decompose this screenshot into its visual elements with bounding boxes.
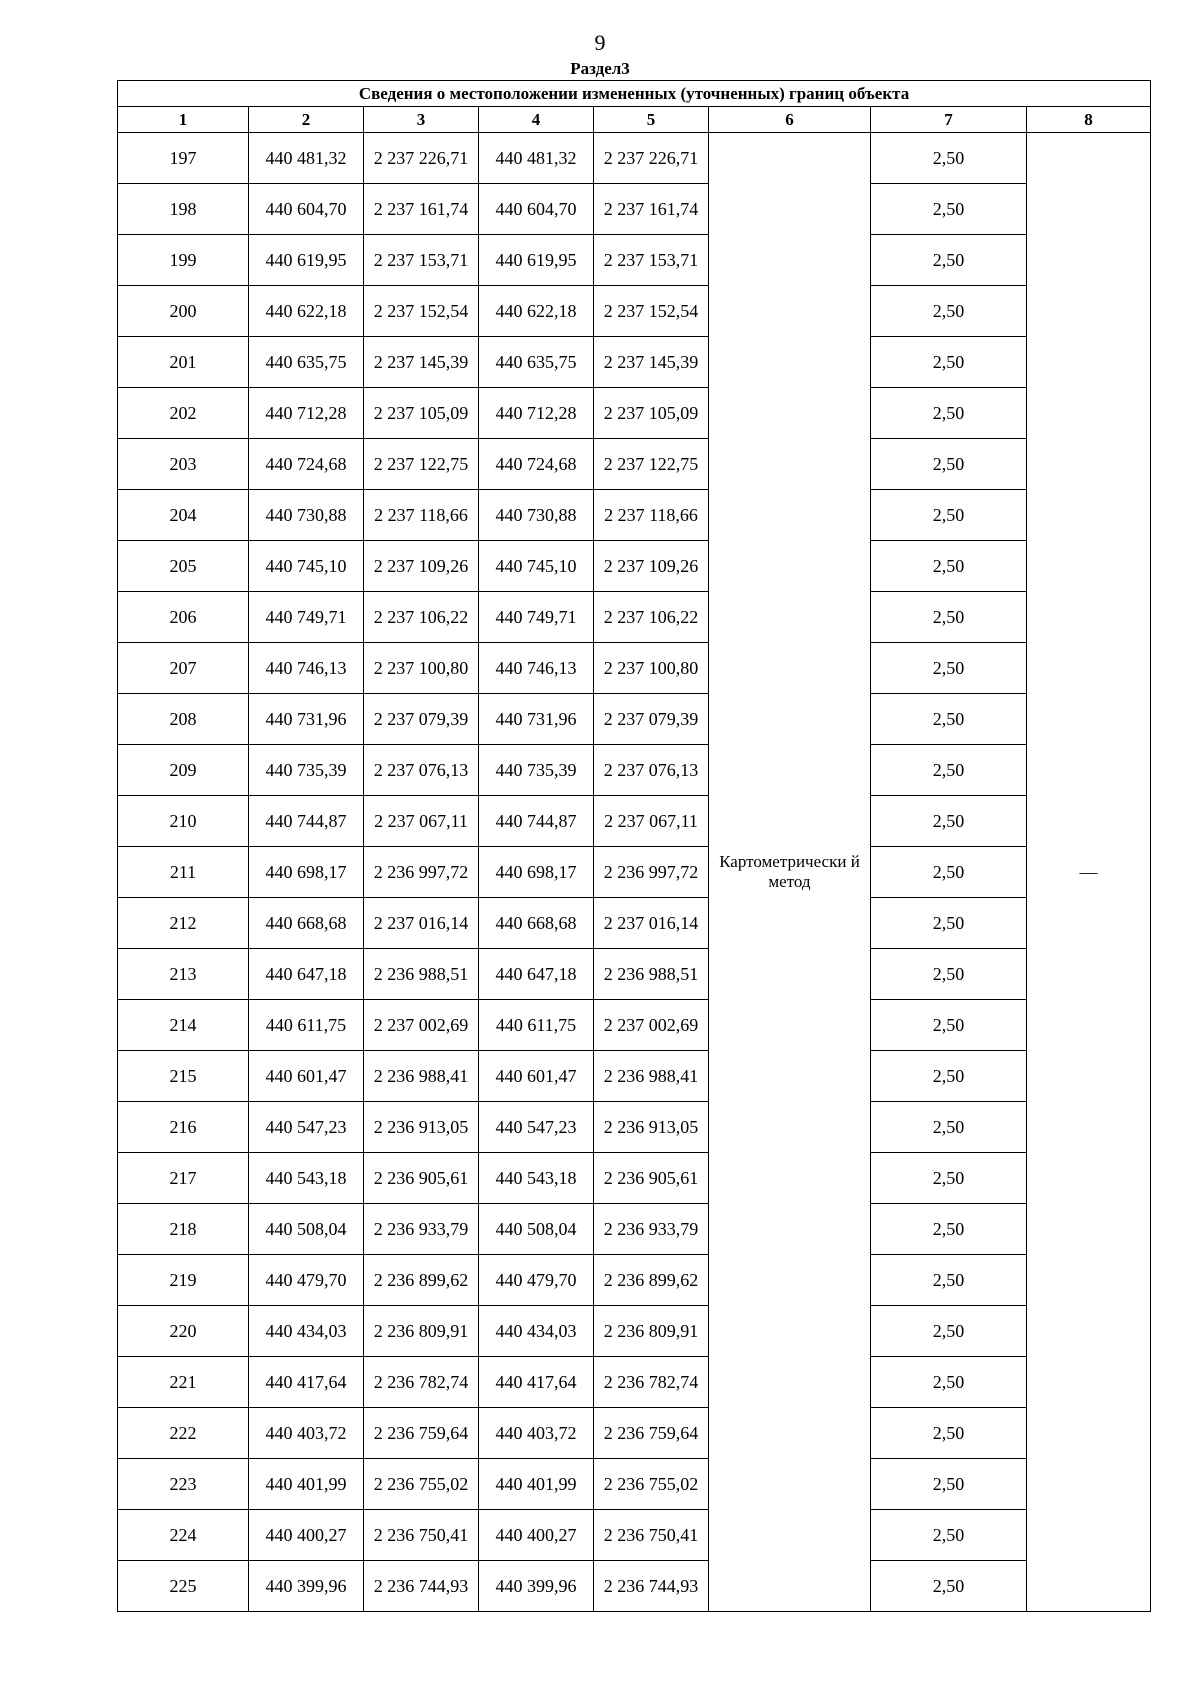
x-coordinate-new-cell: 440 622,18 bbox=[479, 286, 594, 337]
x-coordinate-cell: 440 749,71 bbox=[249, 592, 364, 643]
y-coordinate-cell: 2 237 153,71 bbox=[364, 235, 479, 286]
x-coordinate-cell: 440 601,47 bbox=[249, 1051, 364, 1102]
table-row bbox=[118, 1510, 1151, 1561]
point-number-cell: 213 bbox=[118, 949, 249, 1000]
method-cell: Картометрически й метод bbox=[709, 133, 871, 1612]
point-number-cell: 198 bbox=[118, 184, 249, 235]
precision-cell: 2,50 bbox=[871, 643, 1027, 694]
y-coordinate-cell: 2 236 899,62 bbox=[364, 1255, 479, 1306]
precision-cell: 2,50 bbox=[871, 1306, 1027, 1357]
column-header-row bbox=[118, 107, 1151, 133]
precision-cell: 2,50 bbox=[871, 1510, 1027, 1561]
y-coordinate-cell: 2 236 755,02 bbox=[364, 1459, 479, 1510]
x-coordinate-cell: 440 745,10 bbox=[249, 541, 364, 592]
precision-cell: 2,50 bbox=[871, 439, 1027, 490]
point-number-cell: 202 bbox=[118, 388, 249, 439]
point-number-cell: 223 bbox=[118, 1459, 249, 1510]
x-coordinate-new-cell: 440 698,17 bbox=[479, 847, 594, 898]
precision-cell: 2,50 bbox=[871, 388, 1027, 439]
table-row bbox=[118, 1561, 1151, 1612]
y-coordinate-cell: 2 236 988,41 bbox=[364, 1051, 479, 1102]
precision-cell: 2,50 bbox=[871, 847, 1027, 898]
x-coordinate-cell: 440 479,70 bbox=[249, 1255, 364, 1306]
point-number-cell: 210 bbox=[118, 796, 249, 847]
table-row bbox=[118, 388, 1151, 439]
y-coordinate-cell: 2 237 079,39 bbox=[364, 694, 479, 745]
x-coordinate-new-cell: 440 399,96 bbox=[479, 1561, 594, 1612]
point-number-cell: 224 bbox=[118, 1510, 249, 1561]
point-number-cell: 219 bbox=[118, 1255, 249, 1306]
x-coordinate-cell: 440 481,32 bbox=[249, 133, 364, 184]
x-coordinate-cell: 440 434,03 bbox=[249, 1306, 364, 1357]
x-coordinate-new-cell: 440 400,27 bbox=[479, 1510, 594, 1561]
point-number-cell: 203 bbox=[118, 439, 249, 490]
table-row bbox=[118, 1153, 1151, 1204]
point-number-cell: 208 bbox=[118, 694, 249, 745]
table-row bbox=[118, 694, 1151, 745]
point-number-cell: 222 bbox=[118, 1408, 249, 1459]
x-coordinate-new-cell: 440 543,18 bbox=[479, 1153, 594, 1204]
precision-cell: 2,50 bbox=[871, 1102, 1027, 1153]
y-coordinate-cell: 2 237 067,11 bbox=[364, 796, 479, 847]
y-coordinate-new-cell: 2 237 079,39 bbox=[594, 694, 709, 745]
precision-cell: 2,50 bbox=[871, 949, 1027, 1000]
table-row bbox=[118, 1255, 1151, 1306]
precision-cell: 2,50 bbox=[871, 1357, 1027, 1408]
y-coordinate-cell: 2 237 109,26 bbox=[364, 541, 479, 592]
table-row bbox=[118, 1459, 1151, 1510]
precision-cell: 2,50 bbox=[871, 1204, 1027, 1255]
x-coordinate-new-cell: 440 668,68 bbox=[479, 898, 594, 949]
precision-cell: 2,50 bbox=[871, 694, 1027, 745]
table-row bbox=[118, 1000, 1151, 1051]
x-coordinate-new-cell: 440 403,72 bbox=[479, 1408, 594, 1459]
y-coordinate-new-cell: 2 236 755,02 bbox=[594, 1459, 709, 1510]
x-coordinate-new-cell: 440 735,39 bbox=[479, 745, 594, 796]
x-coordinate-new-cell: 440 712,28 bbox=[479, 388, 594, 439]
y-coordinate-cell: 2 236 782,74 bbox=[364, 1357, 479, 1408]
y-coordinate-new-cell: 2 237 100,80 bbox=[594, 643, 709, 694]
x-coordinate-new-cell: 440 619,95 bbox=[479, 235, 594, 286]
x-coordinate-new-cell: 440 601,47 bbox=[479, 1051, 594, 1102]
y-coordinate-new-cell: 2 236 988,41 bbox=[594, 1051, 709, 1102]
precision-cell: 2,50 bbox=[871, 745, 1027, 796]
section-title: Раздел3 bbox=[570, 59, 630, 78]
x-coordinate-new-cell: 440 724,68 bbox=[479, 439, 594, 490]
y-coordinate-cell: 2 236 809,91 bbox=[364, 1306, 479, 1357]
y-coordinate-new-cell: 2 236 782,74 bbox=[594, 1357, 709, 1408]
y-coordinate-cell: 2 237 016,14 bbox=[364, 898, 479, 949]
x-coordinate-new-cell: 440 479,70 bbox=[479, 1255, 594, 1306]
table-row bbox=[118, 1051, 1151, 1102]
precision-cell: 2,50 bbox=[871, 490, 1027, 541]
point-number-cell: 211 bbox=[118, 847, 249, 898]
x-coordinate-cell: 440 698,17 bbox=[249, 847, 364, 898]
precision-cell: 2,50 bbox=[871, 592, 1027, 643]
table-row bbox=[118, 1204, 1151, 1255]
x-coordinate-cell: 440 731,96 bbox=[249, 694, 364, 745]
table-row bbox=[118, 1408, 1151, 1459]
precision-cell: 2,50 bbox=[871, 1255, 1027, 1306]
table-row bbox=[118, 286, 1151, 337]
precision-cell: 2,50 bbox=[871, 235, 1027, 286]
table-row bbox=[118, 1306, 1151, 1357]
x-coordinate-cell: 440 543,18 bbox=[249, 1153, 364, 1204]
y-coordinate-cell: 2 236 997,72 bbox=[364, 847, 479, 898]
y-coordinate-new-cell: 2 236 933,79 bbox=[594, 1204, 709, 1255]
y-coordinate-cell: 2 236 759,64 bbox=[364, 1408, 479, 1459]
x-coordinate-new-cell: 440 749,71 bbox=[479, 592, 594, 643]
point-number-cell: 217 bbox=[118, 1153, 249, 1204]
x-coordinate-new-cell: 440 744,87 bbox=[479, 796, 594, 847]
point-number-cell: 201 bbox=[118, 337, 249, 388]
description-cell: — bbox=[1027, 133, 1151, 1612]
x-coordinate-cell: 440 611,75 bbox=[249, 1000, 364, 1051]
table-row bbox=[118, 235, 1151, 286]
column-header: 6 bbox=[709, 107, 871, 133]
y-coordinate-new-cell: 2 237 145,39 bbox=[594, 337, 709, 388]
table-title-row bbox=[118, 81, 1151, 107]
precision-cell: 2,50 bbox=[871, 286, 1027, 337]
table-row bbox=[118, 949, 1151, 1000]
y-coordinate-new-cell: 2 237 122,75 bbox=[594, 439, 709, 490]
x-coordinate-cell: 440 403,72 bbox=[249, 1408, 364, 1459]
point-number-cell: 207 bbox=[118, 643, 249, 694]
y-coordinate-cell: 2 237 106,22 bbox=[364, 592, 479, 643]
precision-cell: 2,50 bbox=[871, 1561, 1027, 1612]
x-coordinate-cell: 440 622,18 bbox=[249, 286, 364, 337]
y-coordinate-new-cell: 2 237 152,54 bbox=[594, 286, 709, 337]
table-row bbox=[118, 1357, 1151, 1408]
precision-cell: 2,50 bbox=[871, 898, 1027, 949]
x-coordinate-cell: 440 417,64 bbox=[249, 1357, 364, 1408]
y-coordinate-cell: 2 237 226,71 bbox=[364, 133, 479, 184]
x-coordinate-cell: 440 399,96 bbox=[249, 1561, 364, 1612]
x-coordinate-cell: 440 744,87 bbox=[249, 796, 364, 847]
x-coordinate-cell: 440 730,88 bbox=[249, 490, 364, 541]
precision-cell: 2,50 bbox=[871, 1408, 1027, 1459]
x-coordinate-cell: 440 746,13 bbox=[249, 643, 364, 694]
page-number: 9 bbox=[594, 30, 606, 55]
column-header: 2 bbox=[249, 107, 364, 133]
y-coordinate-new-cell: 2 237 109,26 bbox=[594, 541, 709, 592]
x-coordinate-cell: 440 668,68 bbox=[249, 898, 364, 949]
precision-cell: 2,50 bbox=[871, 184, 1027, 235]
table-row bbox=[118, 133, 1151, 184]
table-row bbox=[118, 898, 1151, 949]
table-row bbox=[118, 490, 1151, 541]
column-header: 1 bbox=[118, 107, 249, 133]
point-number-cell: 209 bbox=[118, 745, 249, 796]
y-coordinate-new-cell: 2 236 744,93 bbox=[594, 1561, 709, 1612]
y-coordinate-new-cell: 2 237 002,69 bbox=[594, 1000, 709, 1051]
precision-cell: 2,50 bbox=[871, 1459, 1027, 1510]
point-number-cell: 197 bbox=[118, 133, 249, 184]
x-coordinate-cell: 440 619,95 bbox=[249, 235, 364, 286]
y-coordinate-cell: 2 236 750,41 bbox=[364, 1510, 479, 1561]
column-header: 8 bbox=[1027, 107, 1151, 133]
point-number-cell: 205 bbox=[118, 541, 249, 592]
x-coordinate-cell: 440 400,27 bbox=[249, 1510, 364, 1561]
y-coordinate-cell: 2 237 002,69 bbox=[364, 1000, 479, 1051]
table-row bbox=[118, 847, 1151, 898]
table-row bbox=[118, 796, 1151, 847]
table-row bbox=[118, 745, 1151, 796]
y-coordinate-cell: 2 236 744,93 bbox=[364, 1561, 479, 1612]
y-coordinate-cell: 2 237 145,39 bbox=[364, 337, 479, 388]
y-coordinate-new-cell: 2 236 750,41 bbox=[594, 1510, 709, 1561]
x-coordinate-cell: 440 735,39 bbox=[249, 745, 364, 796]
point-number-cell: 206 bbox=[118, 592, 249, 643]
column-header: 7 bbox=[871, 107, 1027, 133]
x-coordinate-new-cell: 440 731,96 bbox=[479, 694, 594, 745]
table-row bbox=[118, 541, 1151, 592]
x-coordinate-new-cell: 440 401,99 bbox=[479, 1459, 594, 1510]
point-number-cell: 221 bbox=[118, 1357, 249, 1408]
x-coordinate-cell: 440 635,75 bbox=[249, 337, 364, 388]
y-coordinate-new-cell: 2 237 016,14 bbox=[594, 898, 709, 949]
y-coordinate-new-cell: 2 237 161,74 bbox=[594, 184, 709, 235]
x-coordinate-new-cell: 440 611,75 bbox=[479, 1000, 594, 1051]
x-coordinate-new-cell: 440 604,70 bbox=[479, 184, 594, 235]
y-coordinate-new-cell: 2 237 076,13 bbox=[594, 745, 709, 796]
x-coordinate-new-cell: 440 417,64 bbox=[479, 1357, 594, 1408]
table-row bbox=[118, 643, 1151, 694]
precision-cell: 2,50 bbox=[871, 541, 1027, 592]
y-coordinate-cell: 2 237 076,13 bbox=[364, 745, 479, 796]
y-coordinate-cell: 2 236 988,51 bbox=[364, 949, 479, 1000]
x-coordinate-cell: 440 712,28 bbox=[249, 388, 364, 439]
table-row bbox=[118, 184, 1151, 235]
y-coordinate-new-cell: 2 236 905,61 bbox=[594, 1153, 709, 1204]
point-number-cell: 199 bbox=[118, 235, 249, 286]
table-row bbox=[118, 337, 1151, 388]
x-coordinate-new-cell: 440 508,04 bbox=[479, 1204, 594, 1255]
table-row bbox=[118, 592, 1151, 643]
x-coordinate-cell: 440 647,18 bbox=[249, 949, 364, 1000]
precision-cell: 2,50 bbox=[871, 796, 1027, 847]
y-coordinate-new-cell: 2 236 913,05 bbox=[594, 1102, 709, 1153]
x-coordinate-cell: 440 508,04 bbox=[249, 1204, 364, 1255]
x-coordinate-new-cell: 440 481,32 bbox=[479, 133, 594, 184]
x-coordinate-cell: 440 604,70 bbox=[249, 184, 364, 235]
point-number-cell: 218 bbox=[118, 1204, 249, 1255]
y-coordinate-new-cell: 2 237 226,71 bbox=[594, 133, 709, 184]
y-coordinate-new-cell: 2 236 997,72 bbox=[594, 847, 709, 898]
x-coordinate-new-cell: 440 434,03 bbox=[479, 1306, 594, 1357]
x-coordinate-cell: 440 724,68 bbox=[249, 439, 364, 490]
precision-cell: 2,50 bbox=[871, 133, 1027, 184]
x-coordinate-new-cell: 440 635,75 bbox=[479, 337, 594, 388]
x-coordinate-cell: 440 547,23 bbox=[249, 1102, 364, 1153]
precision-cell: 2,50 bbox=[871, 337, 1027, 388]
table-title: Сведения о местоположении измененных (уточненных) границ объекта bbox=[118, 81, 1151, 107]
y-coordinate-cell: 2 236 905,61 bbox=[364, 1153, 479, 1204]
precision-cell: 2,50 bbox=[871, 1153, 1027, 1204]
column-header: 4 bbox=[479, 107, 594, 133]
point-number-cell: 225 bbox=[118, 1561, 249, 1612]
y-coordinate-cell: 2 237 161,74 bbox=[364, 184, 479, 235]
point-number-cell: 220 bbox=[118, 1306, 249, 1357]
y-coordinate-new-cell: 2 237 067,11 bbox=[594, 796, 709, 847]
y-coordinate-cell: 2 237 100,80 bbox=[364, 643, 479, 694]
precision-cell: 2,50 bbox=[871, 1051, 1027, 1102]
point-number-cell: 200 bbox=[118, 286, 249, 337]
point-number-cell: 204 bbox=[118, 490, 249, 541]
table-row bbox=[118, 439, 1151, 490]
y-coordinate-new-cell: 2 237 106,22 bbox=[594, 592, 709, 643]
column-header: 3 bbox=[364, 107, 479, 133]
point-number-cell: 216 bbox=[118, 1102, 249, 1153]
point-number-cell: 215 bbox=[118, 1051, 249, 1102]
y-coordinate-new-cell: 2 236 899,62 bbox=[594, 1255, 709, 1306]
x-coordinate-new-cell: 440 730,88 bbox=[479, 490, 594, 541]
point-number-cell: 214 bbox=[118, 1000, 249, 1051]
y-coordinate-new-cell: 2 236 988,51 bbox=[594, 949, 709, 1000]
y-coordinate-cell: 2 237 118,66 bbox=[364, 490, 479, 541]
x-coordinate-new-cell: 440 647,18 bbox=[479, 949, 594, 1000]
precision-cell: 2,50 bbox=[871, 1000, 1027, 1051]
coordinates-table bbox=[117, 80, 1151, 1612]
x-coordinate-cell: 440 401,99 bbox=[249, 1459, 364, 1510]
table-body bbox=[118, 133, 1151, 1612]
table-row bbox=[118, 1102, 1151, 1153]
y-coordinate-new-cell: 2 237 105,09 bbox=[594, 388, 709, 439]
x-coordinate-new-cell: 440 547,23 bbox=[479, 1102, 594, 1153]
x-coordinate-new-cell: 440 745,10 bbox=[479, 541, 594, 592]
y-coordinate-new-cell: 2 237 153,71 bbox=[594, 235, 709, 286]
x-coordinate-new-cell: 440 746,13 bbox=[479, 643, 594, 694]
y-coordinate-new-cell: 2 236 759,64 bbox=[594, 1408, 709, 1459]
y-coordinate-new-cell: 2 236 809,91 bbox=[594, 1306, 709, 1357]
point-number-cell: 212 bbox=[118, 898, 249, 949]
y-coordinate-cell: 2 237 105,09 bbox=[364, 388, 479, 439]
y-coordinate-cell: 2 237 122,75 bbox=[364, 439, 479, 490]
y-coordinate-cell: 2 237 152,54 bbox=[364, 286, 479, 337]
y-coordinate-cell: 2 236 933,79 bbox=[364, 1204, 479, 1255]
y-coordinate-cell: 2 236 913,05 bbox=[364, 1102, 479, 1153]
y-coordinate-new-cell: 2 237 118,66 bbox=[594, 490, 709, 541]
column-header: 5 bbox=[594, 107, 709, 133]
